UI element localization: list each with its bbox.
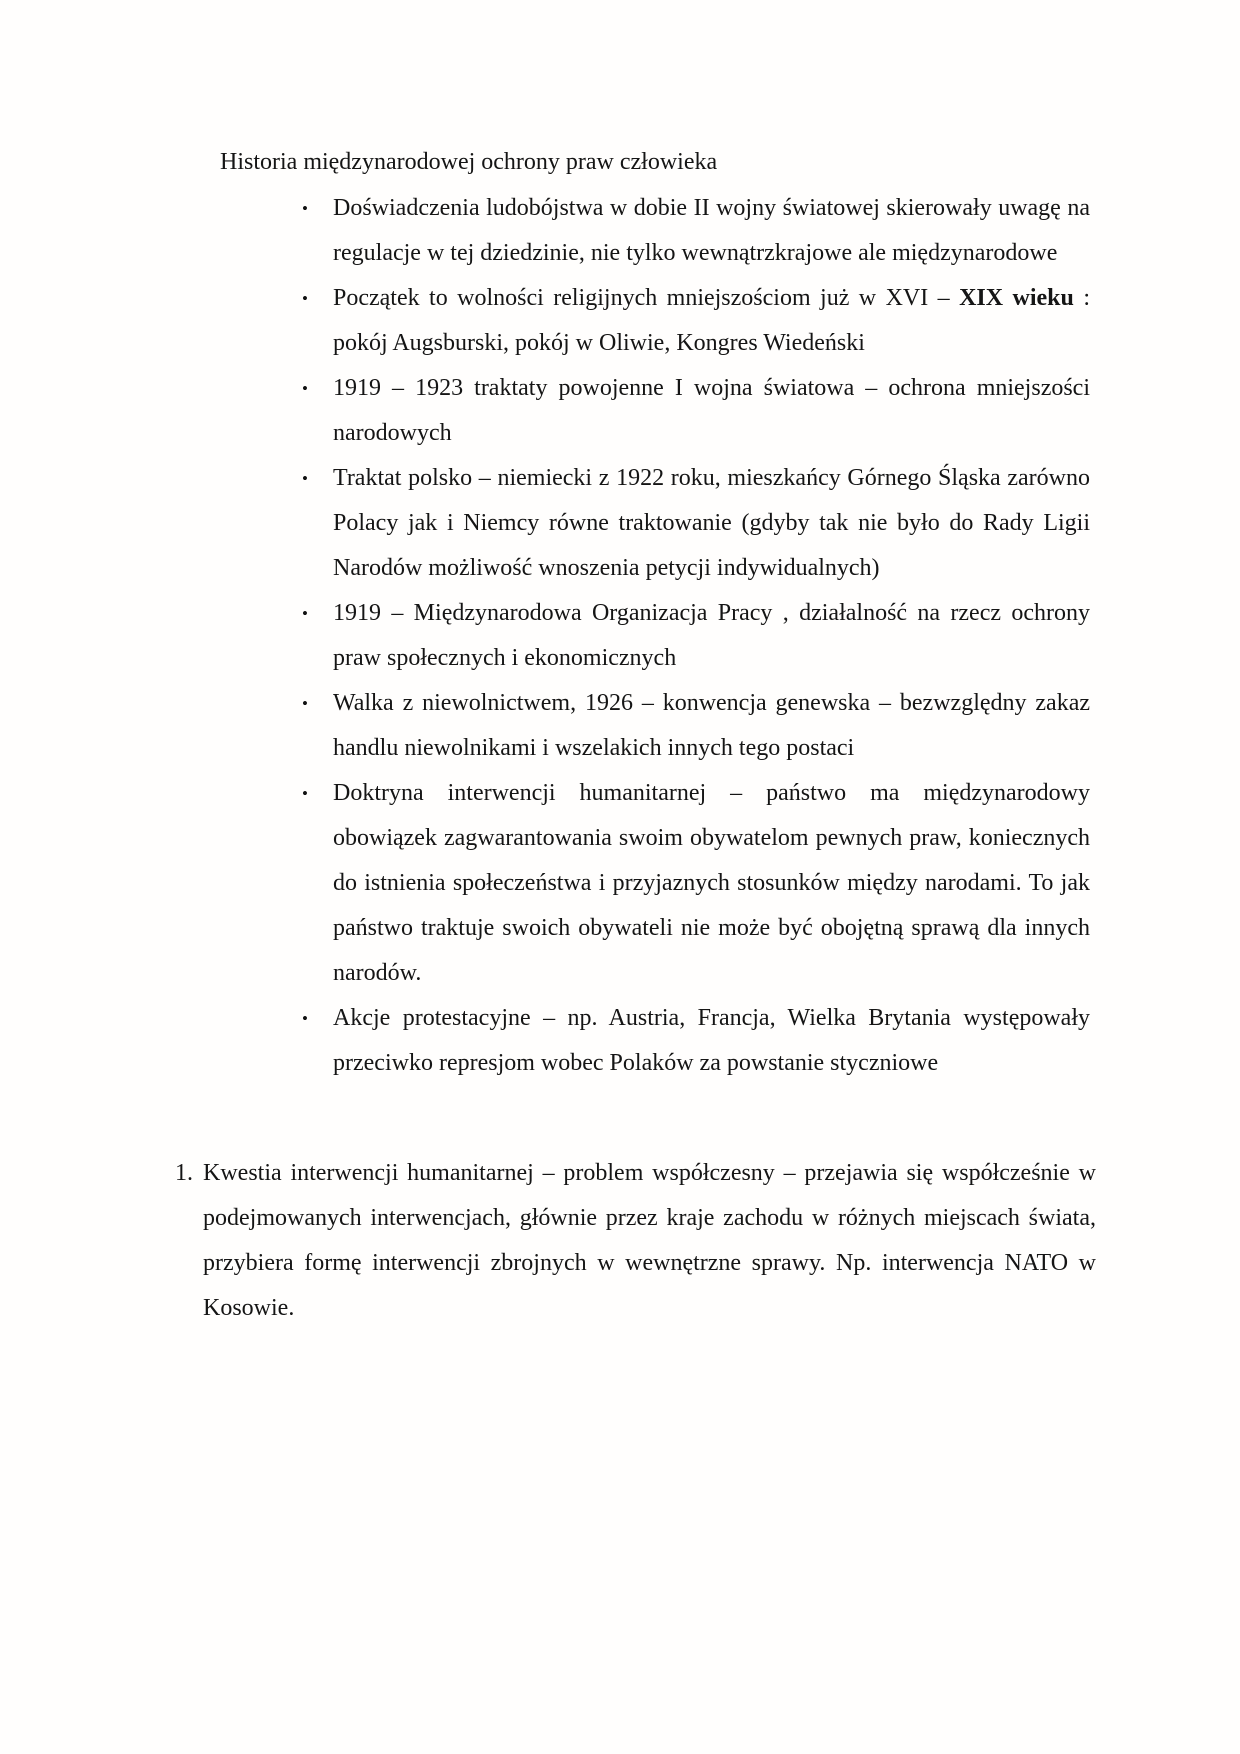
bullet-icon: • bbox=[302, 694, 308, 713]
bullet-icon: • bbox=[302, 784, 308, 803]
bullet-text-segment: Doktryna interwencji humanitarnej – państwo ma międzynarodowy obowiązek zagwarantowania swoim obywatelom pewnych praw, koniecznych do istnienia społeczeństwa i przyjaznych stosunków między narodami. To jak państwo traktuje swoich obywateli nie może być obojętną sprawą dla innych narodów. bbox=[333, 780, 1090, 986]
bullet-text-segment: : pokój Augsburski, pokój w Oliwie, Kongres Wiedeński bbox=[333, 285, 1090, 356]
numbered-list bbox=[175, 1151, 1100, 1331]
bullet-text-bold-segment: XIX wieku bbox=[959, 285, 1074, 311]
list-item bbox=[302, 366, 1092, 456]
bullet-text bbox=[333, 996, 1090, 1086]
bullet-icon: • bbox=[302, 604, 308, 623]
list-item bbox=[302, 771, 1092, 996]
bullet-text-segment: 1919 – Międzynarodowa Organizacja Pracy , działalność na rzecz ochrony praw społecznych i ekonomicznych bbox=[333, 600, 1090, 671]
numbered-item-text: Kwestia interwencji humanitarnej – problem współczesny – przejawia się współcześnie w podejmowanych interwencjach, głównie przez kraje zachodu w różnych miejscach świata, przybiera formę interwencji zbrojnych w wewnętrzne sprawy. Np. interwencja NATO w Kosowie. bbox=[203, 1160, 1096, 1321]
bullet-text bbox=[333, 771, 1090, 996]
bullet-icon: • bbox=[302, 199, 308, 218]
bullet-text-segment: Początek to wolności religijnych mniejszościom już w XVI – bbox=[333, 285, 960, 311]
list-item bbox=[302, 456, 1092, 591]
bullet-text-segment: Traktat polsko – niemiecki z 1922 roku, mieszkańcy Górnego Śląska zarówno Polacy jak i Niemcy równe traktowanie (gdyby tak nie było do Rady Ligii Narodów możliwość wnoszenia petycji indywidualnych) bbox=[333, 465, 1090, 581]
bullet-text-segment: 1919 – 1923 traktaty powojenne I wojna światowa – ochrona mniejszości narodowych bbox=[333, 375, 1090, 446]
bullet-text bbox=[333, 276, 1090, 366]
bullet-list bbox=[302, 186, 1092, 1086]
list-item bbox=[302, 591, 1092, 681]
item-number: 1. bbox=[175, 1160, 193, 1186]
bullet-text bbox=[333, 186, 1090, 276]
bullet-text bbox=[333, 456, 1090, 591]
bullet-text bbox=[333, 681, 1090, 771]
list-item bbox=[302, 186, 1092, 276]
numbered-item bbox=[175, 1151, 1100, 1331]
bullet-text bbox=[333, 366, 1090, 456]
bullet-icon: • bbox=[302, 1009, 308, 1028]
bullet-icon: • bbox=[302, 379, 308, 398]
bullet-icon: • bbox=[302, 469, 308, 488]
bullet-text bbox=[333, 591, 1090, 681]
list-item bbox=[302, 996, 1092, 1086]
bullet-icon: • bbox=[302, 289, 308, 308]
list-item bbox=[302, 681, 1092, 771]
bullet-text-segment: Doświadczenia ludobójstwa w dobie II wojny światowej skierowały uwagę na regulacje w tej dziedzinie, nie tylko wewnątrzkrajowe ale międzynarodowe bbox=[333, 195, 1090, 266]
page-title: Historia międzynarodowej ochrony praw człowieka bbox=[220, 149, 718, 175]
bullet-text-segment: Walka z niewolnictwem, 1926 – konwencja genewska – bezwzględny zakaz handlu niewolnikami i wszelakich innych tego postaci bbox=[333, 690, 1090, 761]
bullet-text-segment: Akcje protestacyjne – np. Austria, Francja, Wielka Brytania występowały przeciwko represjom wobec Polaków za powstanie styczniowe bbox=[333, 1005, 1090, 1076]
list-item bbox=[302, 276, 1092, 366]
